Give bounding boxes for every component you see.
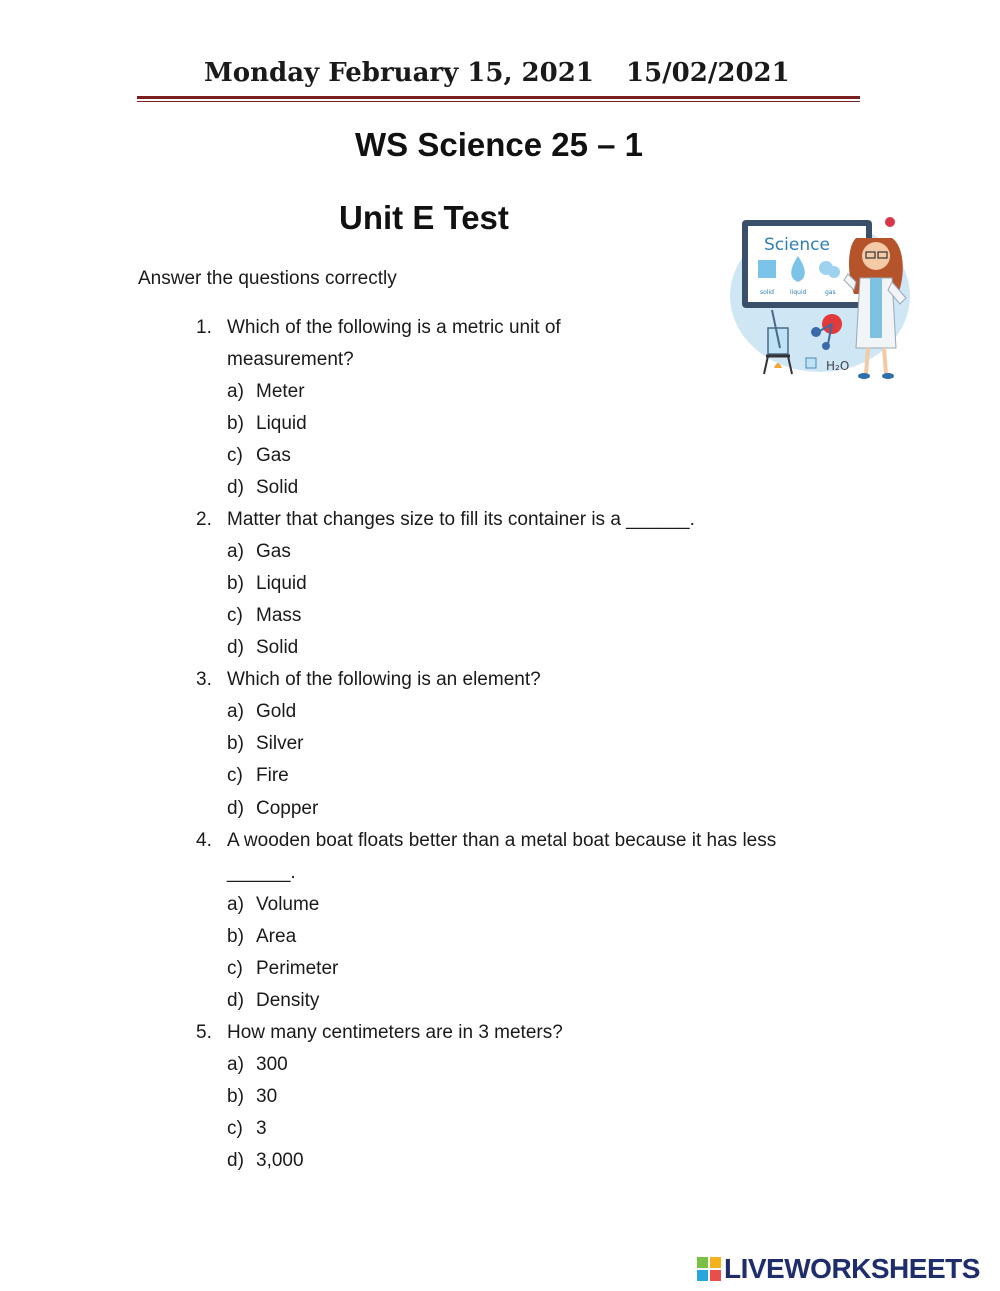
option-letter: d) [227, 1150, 244, 1171]
option-text: Meter [256, 381, 305, 402]
option-text: Gold [256, 701, 297, 722]
question-text: A wooden boat floats better than a metal boat because it has less [227, 830, 777, 851]
option-letter: d) [227, 798, 244, 819]
question-number: 1. [196, 317, 212, 338]
option-text: Perimeter [256, 958, 339, 979]
option-text: 300 [256, 1054, 288, 1075]
option-letter: b) [227, 573, 244, 594]
page-title: WS Science 25 – 1 [355, 126, 643, 163]
question-number: 4. [196, 830, 212, 851]
header-rule-thin [137, 101, 860, 102]
option-text: Liquid [256, 413, 307, 434]
option-letter: a) [227, 894, 244, 915]
option-letter: a) [227, 541, 244, 562]
option-letter: c) [227, 765, 243, 786]
header-date: Monday February 15, 2021 [204, 58, 594, 88]
option-letter: b) [227, 926, 244, 947]
option-letter: c) [227, 1118, 243, 1139]
option-text: Gas [256, 445, 291, 466]
option-text: Liquid [256, 573, 307, 594]
option-letter: d) [227, 990, 244, 1011]
board-text: Science [764, 235, 830, 255]
option-text: Fire [256, 765, 289, 786]
option-text: Volume [256, 894, 320, 915]
question-text: Which of the following is a metric unit of [227, 317, 561, 338]
option-text: Solid [256, 637, 299, 658]
option-letter: b) [227, 413, 244, 434]
question-number: 2. [196, 509, 212, 530]
option-text: Gas [256, 541, 291, 562]
option-text: Copper [256, 798, 319, 819]
label-gas: gas [825, 289, 836, 296]
question-text: Which of the following is an element? [227, 669, 541, 690]
option-text: Area [256, 926, 297, 947]
science-teacher-illustration [728, 198, 916, 380]
option-letter: a) [227, 701, 244, 722]
header-rule [137, 96, 860, 99]
logo-blocks-icon [697, 1257, 721, 1281]
page-header [137, 56, 860, 100]
option-letter: d) [227, 477, 244, 498]
option-letter: a) [227, 381, 244, 402]
question-number: 3. [196, 669, 212, 690]
option-text: Silver [256, 733, 304, 754]
option-letter: b) [227, 733, 244, 754]
option-text: Density [256, 990, 320, 1011]
question-text: How many centimeters are in 3 meters? [227, 1022, 563, 1043]
logo-text: LIVEWORKSHEETS [724, 1253, 980, 1284]
option-letter: c) [227, 605, 243, 626]
formula-text: H₂O [826, 359, 850, 373]
option-letter: c) [227, 445, 243, 466]
question-text: measurement? [227, 349, 354, 370]
option-letter: b) [227, 1086, 244, 1107]
option-text: Mass [256, 605, 302, 626]
option-text: Solid [256, 477, 299, 498]
option-letter: d) [227, 637, 244, 658]
question-text: Matter that changes size to fill its container is a ______. [227, 509, 695, 530]
label-solid: solid [760, 289, 774, 296]
option-text: 3,000 [256, 1150, 304, 1171]
instructions: Answer the questions correctly [138, 268, 397, 289]
page-subtitle: Unit E Test [339, 199, 509, 236]
label-liquid: liquid [790, 289, 807, 296]
question-number: 5. [196, 1022, 212, 1043]
option-text: 30 [256, 1086, 278, 1107]
option-letter: a) [227, 1054, 244, 1075]
option-text: 3 [256, 1118, 267, 1139]
option-letter: c) [227, 958, 243, 979]
question-text: ______. [227, 862, 296, 883]
header-date-numeric: 15/02/2021 [626, 58, 790, 88]
